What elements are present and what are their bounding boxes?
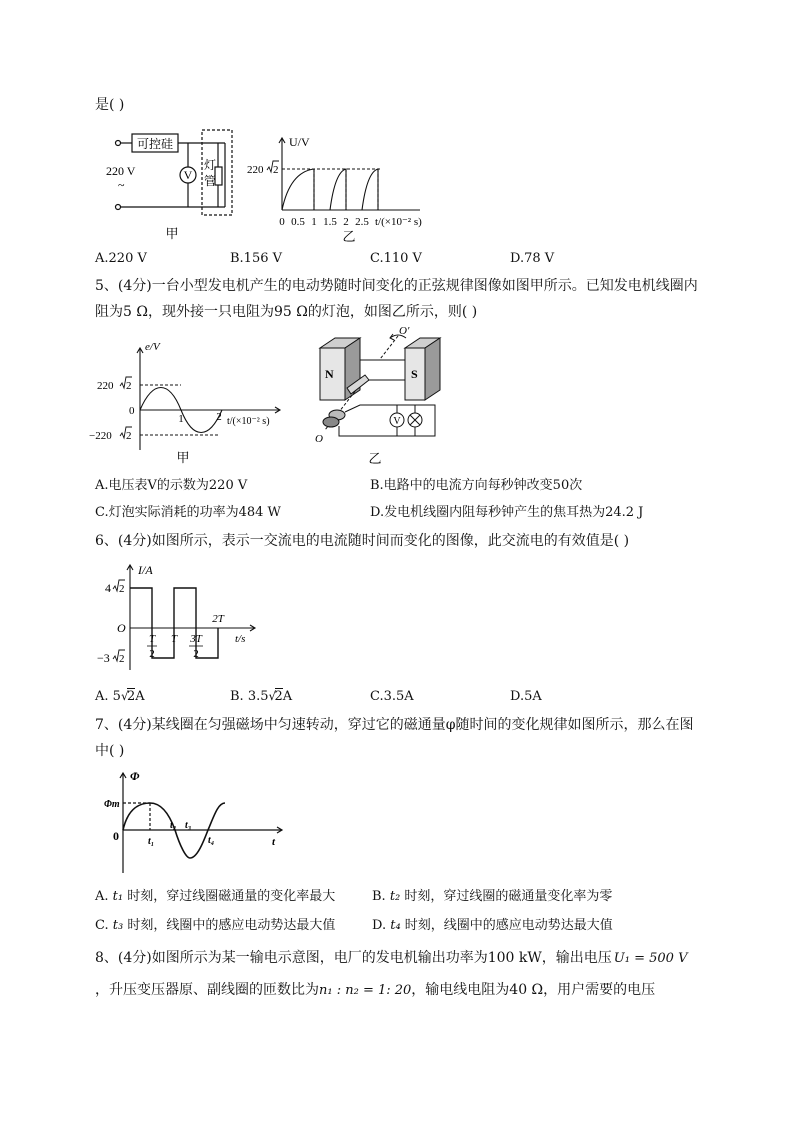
q7-option-d: D. t₄ 时刻，线圈中的感应电动势达最大值	[372, 918, 613, 933]
q6-option-b: B. 3.5 √ 2A	[230, 689, 293, 704]
q4-y-axis-label: U/V	[289, 135, 310, 149]
q6-option-c: C.3.5A	[370, 689, 414, 704]
q4-tick-1: 1	[311, 216, 317, 228]
q5-neg-peak-sqrt	[120, 427, 132, 442]
q4-lamp-label-1: 灯	[204, 158, 217, 172]
q4-peak-sqrt	[267, 161, 279, 176]
q6-tick-3t-half-num: 3T	[190, 633, 202, 645]
q5-tick-1: 1	[178, 413, 184, 425]
q7-x-axis-label: t	[272, 836, 276, 848]
q7-stem-line-2: 中( )	[95, 743, 125, 759]
q6-pos-sqrt	[113, 580, 125, 595]
q5-stem-line-1: 5、(4分)一台小型发电机产生的电动势随时间变化的正弦规律图像如图甲所示。已知发电机线圈内	[95, 278, 698, 294]
q4-lamp-label-2: 管	[204, 174, 217, 188]
q4-tick-2: 2	[343, 216, 349, 228]
q5-zero-label: 0	[129, 405, 135, 417]
q5-stem-line-2: 阻为5 Ω，现外接一只电阻为95 Ω的灯泡，如图乙所示，则( )	[95, 304, 478, 320]
q7-y-axis-label: Φ	[130, 769, 140, 783]
q6-figure	[95, 560, 265, 675]
q4-tick-2-5: 2.5	[355, 216, 369, 228]
q4-voltmeter-label: V	[183, 168, 193, 182]
q4-tail-text: 是( )	[95, 97, 125, 113]
q5-option-c: C.灯泡实际消耗的功率为484 W	[95, 505, 281, 520]
q6-option-b-sqrt: √ 2	[268, 689, 283, 704]
svg-text:2: 2	[126, 430, 132, 442]
q5-peak-label: 220	[97, 380, 114, 392]
q4-option-a: A.220 V	[95, 251, 147, 266]
q7-figure	[100, 768, 290, 878]
q7-t1-label: t₁	[148, 836, 155, 847]
q4-tick-0-5: 0.5	[291, 216, 305, 228]
q4-option-c: C.110 V	[370, 251, 422, 266]
q7-option-c: C. t₃ 时刻，线圈中的感应电动势达最大值	[95, 918, 336, 933]
q6-tick-2t: 2T	[212, 613, 224, 625]
q5-y-axis-label: e/V	[145, 341, 160, 353]
q6-pos-value-label: 4	[105, 581, 111, 595]
q5-option-d: D.发电机线圈内阻每秒钟产生的焦耳热为24.2 J	[370, 505, 644, 520]
q4-fig-jia-caption: 甲	[165, 226, 179, 241]
q8-stem-line-1: 8、(4分)如图所示为某一输电示意图，电厂的发电机输出功率为100 kW，输出电压 U₁ = 500 V	[95, 950, 688, 966]
q6-option-d: D.5A	[510, 689, 542, 704]
q6-y-axis-label: I/A	[138, 563, 153, 577]
q5-neg-peak-label: −220	[89, 430, 112, 442]
q4-x-axis-label: t/(×10⁻² s)	[375, 216, 422, 228]
q6-option-a: A. 5 √ 2A	[95, 689, 145, 704]
q6-tick-t-half-den: 2	[149, 648, 155, 660]
q7-peak-label: Φm	[104, 799, 120, 810]
q5-fig-jia-caption: 甲	[176, 450, 190, 465]
q6-neg-sqrt	[113, 650, 125, 665]
q5-axis-bottom-label: O	[315, 433, 323, 445]
q5-magnet-s-label: S	[411, 367, 418, 381]
q5-magnet-n-label: N	[325, 367, 334, 381]
q6-tick-3t-half-den: 2	[193, 648, 199, 660]
q4-option-d: D.78 V	[510, 251, 555, 266]
q4-ac-symbol: ~	[118, 178, 125, 192]
q4-source-voltage-label: 220 V	[106, 164, 136, 178]
q5-figure-yi	[305, 325, 455, 466]
svg-text:2: 2	[119, 653, 125, 665]
q6-tick-t: T	[170, 633, 178, 645]
q7-t2-label: t₂	[170, 820, 177, 831]
q5-figure-jia	[89, 340, 295, 465]
q5-peak-sqrt	[120, 377, 132, 392]
q8-voltage-formula: U₁ = 500 V	[613, 951, 688, 966]
q5-voltmeter-label: V	[393, 416, 401, 427]
q6-option-a-sqrt: √ 2	[120, 689, 136, 704]
q6-x-axis-label: t/s	[235, 633, 246, 645]
q8-turns-ratio-formula: n₁ : n₂ = 1: 20	[319, 983, 412, 998]
svg-text:2: 2	[273, 164, 279, 176]
svg-text:2: 2	[126, 380, 132, 392]
q4-figure-jia	[100, 125, 250, 240]
q4-fig-yi-caption: 乙	[342, 229, 356, 244]
q6-neg-value-label: −3	[97, 651, 110, 665]
q6-tick-t-half-num: T	[148, 633, 156, 645]
q6-zero-label: O	[117, 621, 126, 635]
q5-x-axis-label: t/(×10⁻² s)	[227, 416, 270, 427]
q6-stem-line-1: 6、(4分)如图所示，表示一交流电的电流随时间而变化的图像，此交流电的有效值是( )	[95, 533, 630, 549]
q5-option-a: A.电压表V的示数为220 V	[95, 478, 248, 493]
q4-thyristor-label: 可控硅	[136, 137, 174, 151]
q4-tick-1-5: 1.5	[323, 216, 337, 228]
q8-stem-line-2: ，升压变压器原、副线圈的匝数比为n₁ : n₂ = 1: 20，输电线电阻为40 Ω，用户需要的电压	[95, 982, 656, 998]
q5-option-b: B.电路中的电流方向每秒钟改变50次	[370, 478, 583, 493]
q7-t3-label: t₃	[185, 820, 192, 831]
q4-tick-0: 0	[279, 216, 285, 228]
q7-option-a: A. t₁ 时刻，穿过线圈磁通量的变化率最大	[95, 889, 336, 904]
q4-figure-yi	[245, 130, 425, 244]
q5-tick-2: 2	[216, 411, 222, 423]
q5-fig-yi-caption: 乙	[368, 451, 382, 466]
q4-option-b: B.156 V	[230, 251, 283, 266]
q4-peak-label: 220	[247, 164, 264, 176]
q7-t4-label: t₄	[208, 835, 215, 846]
q7-stem-line-1: 7、(4分)某线圈在匀强磁场中匀速转动，穿过它的磁通量φ随时间的变化规律如图所示，那么在图	[95, 717, 694, 733]
q5-axis-top-label: O′	[399, 325, 410, 337]
svg-text:2: 2	[119, 583, 125, 595]
q7-zero-label: 0	[113, 829, 119, 843]
q7-option-b: B. t₂ 时刻，穿过线圈的磁通量变化率为零	[372, 889, 613, 904]
